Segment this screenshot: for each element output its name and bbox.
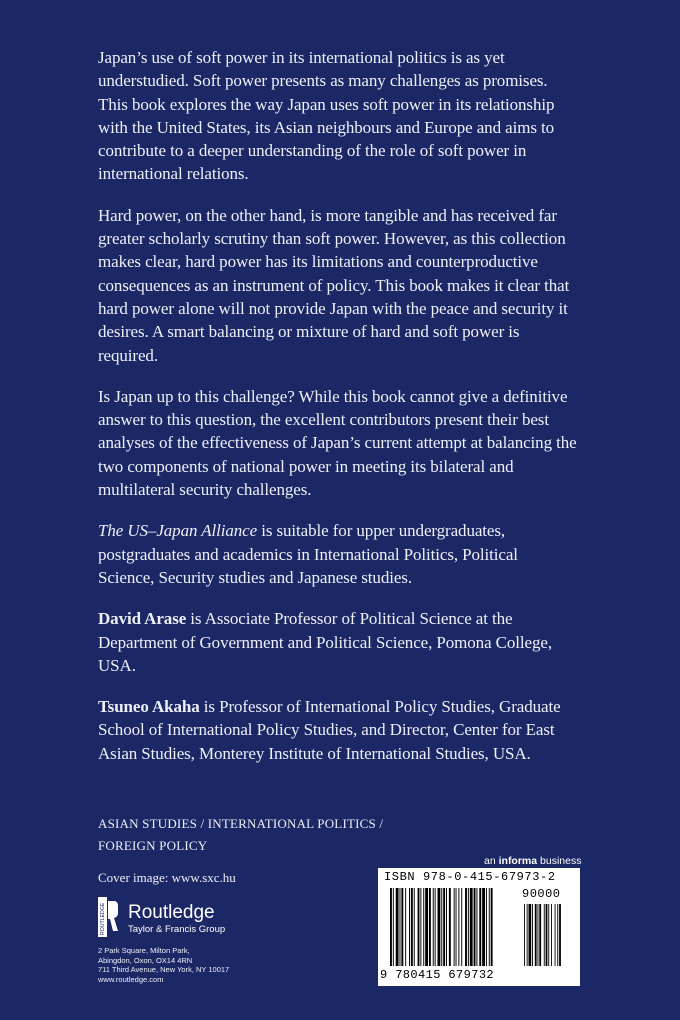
barcode-bar [405, 888, 406, 966]
publisher-subtitle: Taylor & Francis Group [128, 924, 226, 935]
barcode-bar [393, 888, 394, 966]
barcode-bar [458, 888, 459, 966]
barcode-bar [482, 888, 485, 966]
barcode-addon-bar [559, 904, 561, 966]
barcode-bar [438, 888, 441, 966]
subject-categories: ASIAN STUDIES / INTERNATIONAL POLITICS / FOREIGN POLICY [98, 816, 384, 853]
barcode-bar [396, 888, 399, 966]
barcode-bar [474, 888, 476, 966]
barcode-bar [461, 888, 462, 966]
isbn-text: ISBN 978-0-415-67973-2 [384, 870, 556, 884]
author-bio-text-1: is Associate Professor of Political Science at the Department of Government and Political Science, Pomona College, USA. [98, 609, 552, 675]
barcode-bar [414, 888, 415, 966]
barcode-bar [454, 888, 455, 966]
barcode-bar [390, 888, 392, 966]
informa-suffix: business [537, 855, 582, 867]
blurb-paragraph-1: Japan’s use of soft power in its international politics is as yet understudied. Soft power presents as many challenges as promises. This book explores the way Japan uses soft power in its relationship with the United States, its Asian neighbours and Europe and aims to contribute to a deeper understanding of the role of soft power in international relations. [98, 48, 555, 184]
routledge-logo-mark [98, 897, 118, 937]
author-name-2: Tsuneo Akaha [98, 697, 200, 717]
barcode-bar [418, 888, 420, 966]
barcode-bar [400, 888, 401, 966]
barcode-bar [443, 888, 445, 966]
book-title: The US–Japan Alliance [98, 521, 258, 541]
address-line: 2 Park Square, Milton Park, [98, 946, 190, 955]
barcode-bar [423, 888, 424, 966]
author-bio-text-2: is Professor of International Policy Studies, Graduate School of International Policy Studies, and Director, Center for East Asian Studies, Monterey Institute of International Studies, USA. [98, 697, 561, 763]
address-line: Abingdon, Oxon, OX14 4RN [98, 955, 193, 965]
barcode-addon-bar [539, 904, 541, 966]
publisher-name: Routledge [128, 902, 215, 923]
barcode-addon-bar [551, 904, 552, 966]
isbn-barcode [378, 868, 580, 986]
barcode-addon-bar [544, 904, 545, 966]
address-line: www.routledge.com [98, 974, 164, 984]
barcode-bar [409, 888, 410, 966]
barcode-addon-bar [535, 904, 537, 966]
informa-brand: informa [498, 855, 538, 867]
blurb [98, 46, 578, 783]
barcode-bar [476, 888, 477, 966]
barcode-bar [468, 888, 469, 966]
barcode-bar [441, 888, 442, 966]
barcode-bar [429, 888, 431, 966]
barcode-bar [433, 888, 434, 966]
author-bio-1 [98, 607, 578, 677]
blurb-paragraph-2: Hard power, on the other hand, is more tangible and has received far greater scholarly scrutiny than soft power. However, as this collection makes clear, hard power has its limitations and counterproductive consequences as an instrument of policy. This book makes it clear that hard power alone will not provide Japan with the peace and security it desires. A smart balancing or mixture of hard and soft power is required. [98, 205, 570, 365]
barcode-addon-bar [557, 904, 558, 966]
logo-vertical-text: ROUTLEDGE [100, 902, 107, 935]
barcode-addon-bar [524, 904, 525, 966]
address-line: 711 Third Avenue, New York, NY 10017 [98, 965, 230, 974]
barcode-bar [425, 888, 428, 966]
barcode-addon-bar [529, 904, 532, 966]
routledge-logo [98, 897, 298, 937]
barcode-addon-bar [546, 904, 548, 966]
barcode-bar [449, 888, 451, 966]
informa-prefix: an [484, 855, 499, 867]
barcode-bar [456, 888, 457, 966]
author-bio-2 [98, 695, 578, 765]
barcode-bar [479, 888, 481, 966]
barcode-addon-bar [538, 904, 539, 966]
barcode-addon-bar [527, 904, 528, 966]
barcode-bar [486, 888, 487, 966]
barcode-addon-bar [555, 904, 556, 966]
barcode-bar [489, 888, 490, 966]
barcode-bar [470, 888, 473, 966]
cover-image-credit: Cover image: www.sxc.hu [98, 870, 236, 885]
price-code: 90000 [522, 887, 561, 901]
barcode-addon-bar [548, 904, 549, 966]
barcode-bar [420, 888, 421, 966]
barcode-addon-bar [532, 904, 533, 966]
informa-business-tag [484, 855, 581, 867]
barcode-digits: 9 780415 679732 [380, 968, 495, 982]
barcode-bar [465, 888, 467, 966]
barcode-bar [435, 888, 436, 966]
blurb-paragraph-3: Is Japan up to this challenge? While this book cannot give a definitive answer to this question, the excellent contributors present their best analyses of the effectiveness of Japan’s current attempt at balancing the two components of national power in meeting its bilateral and multilateral security challenges. [98, 386, 577, 500]
audience-paragraph [98, 519, 578, 589]
barcode-bar [401, 888, 403, 966]
barcode-bar [491, 888, 493, 966]
audience-text: is suitable for upper undergraduates, postgraduates and academics in International Politics, Political Science, Security studies and Japanese studies. [98, 521, 518, 587]
publisher-address [98, 946, 298, 984]
barcode-bar [411, 888, 413, 966]
author-name-1: David Arase [98, 609, 187, 629]
barcode-bar [446, 888, 447, 966]
